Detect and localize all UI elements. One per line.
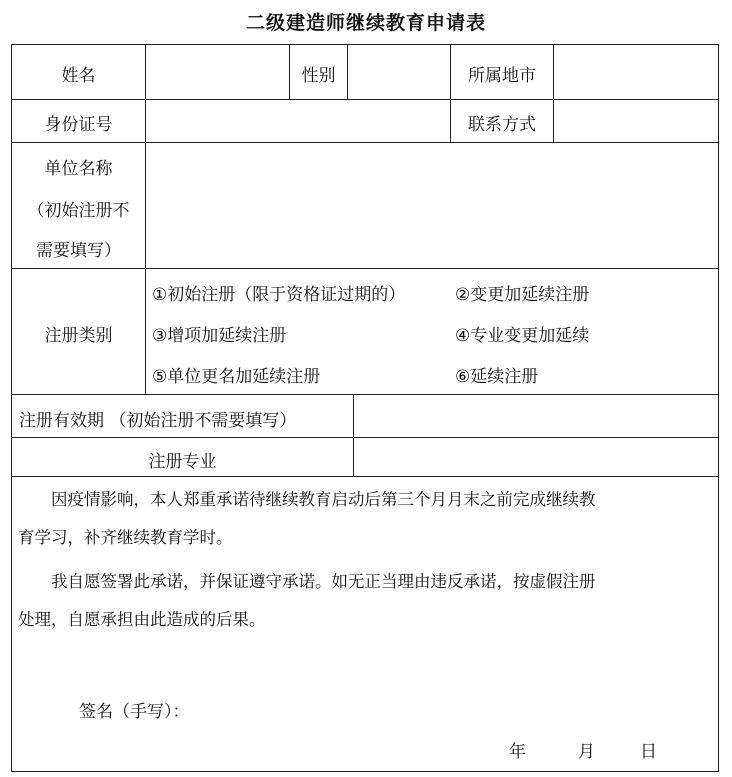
reg-option-5[interactable]: ⑤单位更名加延续注册 bbox=[152, 367, 321, 387]
region-field[interactable] bbox=[554, 45, 718, 99]
reg-option-2[interactable]: ②变更加延续注册 bbox=[455, 285, 590, 305]
contact-label: 联系方式 bbox=[468, 115, 536, 135]
unit-name-label: 单位名称 bbox=[44, 159, 113, 179]
unit-name-field[interactable] bbox=[146, 143, 718, 268]
name-label: 姓名 bbox=[61, 66, 96, 86]
validity-label: 注册有效期 （初始注册不需要填写） bbox=[19, 411, 297, 431]
commitment-line: 处理，自愿承担由此造成的后果。 bbox=[18, 610, 266, 629]
id-number-label: 身份证号 bbox=[44, 115, 113, 135]
reg-option-4[interactable]: ④专业变更加延续 bbox=[455, 326, 590, 346]
signature-label: 签名（手写）： bbox=[79, 702, 190, 722]
major-label: 注册专业 bbox=[148, 452, 217, 472]
row-divider bbox=[12, 476, 718, 477]
date-year: 年 bbox=[509, 742, 526, 762]
gender-label: 性别 bbox=[301, 66, 336, 86]
date-month: 月 bbox=[578, 742, 595, 762]
unit-name-note: （初始注册不 bbox=[27, 201, 130, 221]
contact-field[interactable] bbox=[554, 100, 718, 142]
commitment-text bbox=[18, 481, 714, 639]
form-title: 二级建造师继续教育申请表 bbox=[245, 12, 486, 34]
application-form-table bbox=[11, 44, 719, 772]
validity-field[interactable] bbox=[354, 395, 718, 437]
unit-name-note: 需要填写） bbox=[36, 241, 121, 261]
signature-field[interactable] bbox=[222, 690, 522, 726]
name-field[interactable] bbox=[146, 45, 289, 99]
id-number-field[interactable] bbox=[146, 100, 450, 142]
commitment-line: 育学习，补齐继续教育学时。 bbox=[18, 528, 233, 547]
date-day: 日 bbox=[640, 742, 657, 762]
reg-option-1[interactable]: ①初始注册（限于资格证过期的） bbox=[152, 285, 406, 305]
commitment-line: 因疫情影响，本人郑重承诺待继续教育启动后第三个月月末之前完成继续教 bbox=[51, 490, 596, 509]
major-field[interactable] bbox=[354, 438, 718, 476]
gender-field[interactable] bbox=[348, 45, 450, 99]
region-label: 所属地市 bbox=[468, 66, 536, 86]
commitment-line: 我自愿签署此承诺，并保证遵守承诺。如无正当理由违反承诺，按虚假注册 bbox=[51, 572, 596, 591]
reg-option-3[interactable]: ③增项加延续注册 bbox=[152, 326, 287, 346]
row-divider bbox=[12, 268, 718, 269]
reg-type-label: 注册类别 bbox=[44, 326, 113, 346]
reg-option-6[interactable]: ⑥延续注册 bbox=[455, 367, 539, 387]
